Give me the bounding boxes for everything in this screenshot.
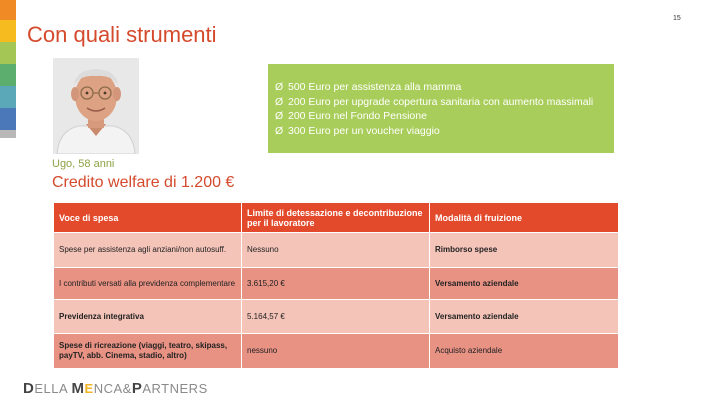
table-cell: Spese di ricreazione (viaggi, teatro, skipass, payTV, abb. Cinema, stadio, altro) (54, 334, 242, 369)
slide-title: Con quali strumenti (27, 22, 217, 47)
table-cell: Previdenza integrativa (54, 300, 242, 334)
color-stripe-7 (0, 130, 16, 138)
table-cell: Acquisto aziendale (430, 334, 619, 369)
table-row (54, 268, 619, 300)
table-header-row (54, 203, 619, 233)
color-stripe-1 (0, 0, 16, 20)
bullet-item: Ø 500 Euro per assistenza alla mamma (275, 81, 462, 93)
table-cell: I contributi versati alla previdenza complementare (54, 268, 242, 300)
bullet-item: Ø 200 Euro nel Fondo Pensione (275, 110, 427, 122)
table-cell: Versamento aziendale (430, 268, 619, 300)
arrow-bullet-icon: Ø (275, 95, 284, 108)
table-cell: Rimborso spese (430, 233, 619, 268)
header-cell: Modalità di fruizione (430, 203, 619, 233)
welfare-table (53, 202, 619, 369)
table-row (54, 233, 619, 268)
benefits-box (268, 64, 614, 153)
header-cell: Limite di detessazione e decontribuzione per il lavoratore (242, 203, 430, 233)
table-cell: Versamento aziendale (430, 300, 619, 334)
color-stripe-2 (0, 20, 16, 42)
arrow-bullet-icon: Ø (275, 124, 284, 137)
arrow-bullet-icon: Ø (275, 81, 284, 93)
header-cell: Voce di spesa (54, 203, 242, 233)
table-cell: Spese per assistenza agli anziani/non autosuff. (54, 233, 242, 268)
person-caption: Ugo, 58 anni (52, 158, 115, 170)
table-cell: nessuno (242, 334, 430, 369)
arrow-bullet-icon: Ø (275, 110, 284, 122)
bullet-item: Ø 300 Euro per un voucher viaggio (275, 124, 440, 137)
color-stripe-6 (0, 108, 16, 130)
table-cell: 3.615,20 € (242, 268, 430, 300)
table-row (54, 334, 619, 369)
color-stripe-5 (0, 86, 16, 108)
page-number: 15 (673, 15, 681, 22)
person-photo (53, 58, 139, 154)
company-logo: DELLA MENCA&PARTNERS (23, 380, 208, 397)
credit-heading: Credito welfare di 1.200 € (52, 174, 235, 191)
table-cell: 5.164,57 € (242, 300, 430, 334)
color-stripe-4 (0, 64, 16, 86)
bullet-item: Ø 200 Euro per upgrade copertura sanitaria con aumento massimali (275, 95, 594, 108)
color-stripe-3 (0, 42, 16, 64)
table-row (54, 300, 619, 334)
table-cell: Nessuno (242, 233, 430, 268)
